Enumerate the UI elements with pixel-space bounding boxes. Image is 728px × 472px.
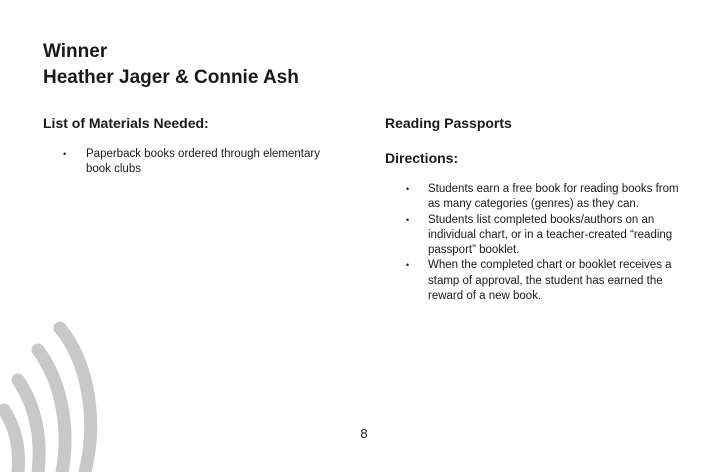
swoosh-arcs-decoration-icon: [0, 310, 120, 472]
activity-title: Reading Passports: [385, 115, 512, 131]
bullet-icon: •: [406, 260, 410, 271]
winner-names: Heather Jager & Connie Ash: [43, 67, 299, 88]
list-item-text: Students earn a free book for reading books from as many categories (genres) as they can.: [428, 183, 679, 211]
list-item: [406, 258, 684, 304]
directions-list: [406, 182, 684, 304]
list-item: [63, 147, 336, 178]
materials-heading: List of Materials Needed:: [43, 115, 209, 131]
page-number: 8: [360, 426, 368, 441]
list-item-text: Paperback books ordered through elementary book clubs: [86, 148, 320, 176]
award-label: Winner: [43, 41, 108, 62]
bullet-icon: •: [406, 184, 410, 194]
materials-list: [63, 147, 336, 178]
bullet-icon: •: [63, 149, 67, 159]
decor-arc: [4, 410, 18, 472]
directions-heading: Directions:: [385, 150, 459, 166]
list-item: [406, 182, 684, 213]
list-item: [406, 213, 684, 259]
bullet-icon: •: [406, 214, 410, 225]
list-item-text: When the completed chart or booklet receives a stamp of approval, the student has earned the reward of a new book.: [428, 259, 672, 303]
list-item-text: Students list completed books/authors on an individual chart, or in a teacher-created “reading passport” booklet.: [428, 213, 673, 257]
